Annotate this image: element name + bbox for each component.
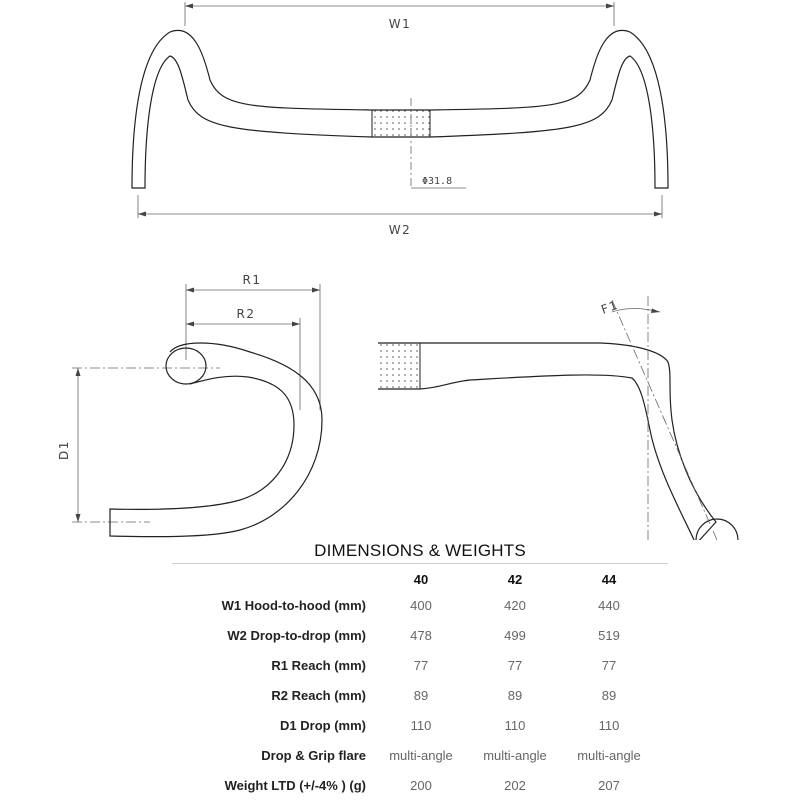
row-value: 89 <box>507 687 523 703</box>
row-label: W2 Drop-to-drop (mm) <box>227 627 366 643</box>
row-label: W1 Hood-to-hood (mm) <box>221 597 366 613</box>
r1-label: R1 <box>242 273 262 287</box>
dimensions-table <box>170 568 656 800</box>
row-value: 77 <box>601 657 617 673</box>
size-header: 44 <box>601 571 617 587</box>
table-header-row <box>170 568 656 590</box>
row-label: Weight LTD (+/-4% ) (g) <box>224 777 366 793</box>
size-header: 40 <box>413 571 429 587</box>
w2-label: W2 <box>388 223 412 237</box>
table-row <box>170 590 656 620</box>
row-value: 77 <box>507 657 523 673</box>
row-label: R2 Reach (mm) <box>271 687 366 703</box>
row-value: 207 <box>598 777 620 793</box>
row-value: 89 <box>601 687 617 703</box>
flare-view <box>378 296 738 540</box>
row-value: 440 <box>598 597 620 613</box>
w1-label: W1 <box>388 17 412 31</box>
size-header: 42 <box>507 571 523 587</box>
row-value: 499 <box>504 627 526 643</box>
row-value: multi-angle <box>389 747 453 763</box>
row-value: 519 <box>598 627 620 643</box>
table-title: DIMENSIONS & WEIGHTS <box>314 541 526 560</box>
row-value: multi-angle <box>577 747 641 763</box>
title-divider <box>172 563 668 564</box>
d1-label: D1 <box>57 440 71 460</box>
row-value: 110 <box>410 717 432 733</box>
row-value: 89 <box>413 687 429 703</box>
row-value: multi-angle <box>483 747 547 763</box>
flare-handlebar-outline <box>378 343 716 540</box>
side-handlebar-outline <box>110 343 322 537</box>
table-row <box>170 740 656 770</box>
diameter-label: Φ31.8 <box>422 176 453 187</box>
r2-label: R2 <box>236 307 256 321</box>
flare-clamp-texture <box>378 343 420 389</box>
row-value: 200 <box>410 777 432 793</box>
table-row <box>170 770 656 800</box>
table-row <box>170 680 656 710</box>
front-view <box>132 2 668 218</box>
row-value: 202 <box>504 777 526 793</box>
clamp-texture <box>372 110 430 137</box>
row-label: Drop & Grip flare <box>261 747 366 763</box>
row-value: 478 <box>410 627 432 643</box>
row-value: 420 <box>504 597 526 613</box>
row-value: 110 <box>598 717 620 733</box>
front-handlebar-outline <box>132 30 668 188</box>
row-value: 400 <box>410 597 432 613</box>
row-value: 77 <box>413 657 429 673</box>
table-row <box>170 710 656 740</box>
table-row <box>170 650 656 680</box>
f1-label: F1 <box>599 297 621 317</box>
row-value: 110 <box>504 717 526 733</box>
table-row <box>170 620 656 650</box>
side-view <box>72 284 322 537</box>
row-label: D1 Drop (mm) <box>280 717 366 733</box>
row-label: R1 Reach (mm) <box>271 657 366 673</box>
